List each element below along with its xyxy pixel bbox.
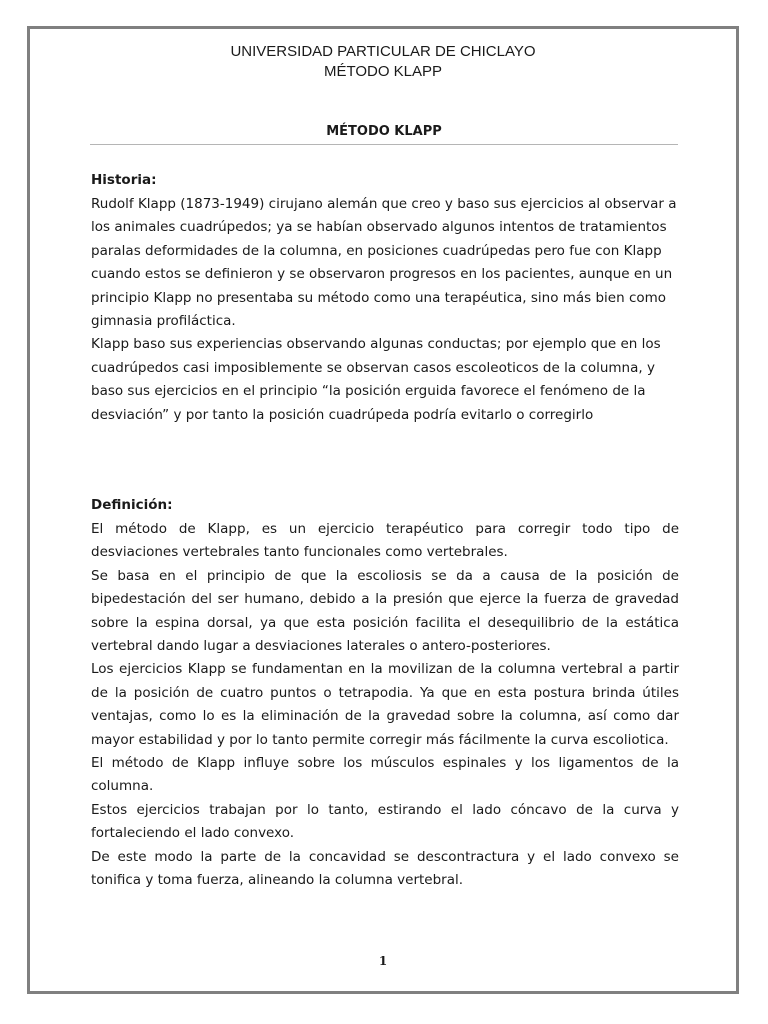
definicion-paragraph: Se basa en el principio de que la escoliosis se da a causa de la posición de bipedestación del ser humano, debido a la presión que ejerce la fuerza de gravedad sobre la espina dorsal, ya que esta posición facilita el desequilibrio de la estática vertebral dando lugar a desviaciones laterales o antero-posteriores. <box>91 567 679 655</box>
header-subtitle: MÉTODO KLAPP <box>323 63 443 80</box>
definicion-paragraph: Estos ejercicios trabajan por lo tanto, estirando el lado cóncavo de la curva y fortaleciendo el lado convexo. <box>91 801 679 842</box>
historia-paragraph: Klapp baso sus experiencias observando algunas conductas; por ejemplo que en los cuadrúpedos casi imposiblemente se observan casos escoleoticos de la columna, y baso sus ejercicios en el principio “la posición erguida favorece el fenómeno de la desviación” y por tanto la posición cuadrúpeda podría evitarlo o corregirlo <box>91 336 661 423</box>
section-heading-historia: Historia: <box>91 172 157 188</box>
page-number: 1 <box>378 954 388 968</box>
document-title: MÉTODO KLAPP <box>90 124 678 145</box>
definicion-paragraph: El método de Klapp, es un ejercicio terapéutico para corregir todo tipo de desviaciones vertebrales tanto funcionales como vertebrales. <box>91 521 679 561</box>
definicion-paragraph: Los ejercicios Klapp se fundamentan en la movilizan de la columna vertebral a partir de la posición de cuatro puntos o tetrapodia. Ya que en esta postura brinda útiles ventajas, como lo es la eliminación de la gravedad sobre la columna, así como dar mayor estabilidad y por lo tanto permite corregir más fácilmente la curva escoliotica. <box>91 661 679 748</box>
historia-body <box>91 193 679 427</box>
document-header <box>27 42 739 82</box>
definicion-body <box>91 518 679 893</box>
header-university: UNIVERSIDAD PARTICULAR DE CHICLAYO <box>230 43 536 60</box>
historia-paragraph: Rudolf Klapp (1873-1949) cirujano alemán que creo y baso sus ejercicios al observar a los animales cuadrúpedos; ya se habían observado algunos intentos de tratamientos paralas deformidades de la columna, en posiciones cuadrúpedas pero fue con Klapp cuando estos se definieron y se observaron progresos en los pacientes, aunque en un principio Klapp no presentaba su método como una terapéutica, sino más bien como gimnasia profiláctica. <box>91 196 677 330</box>
definicion-paragraph: El método de Klapp influye sobre los músculos espinales y los ligamentos de la columna. <box>91 755 679 795</box>
section-heading-definicion: Definición: <box>91 497 173 513</box>
definicion-paragraph: De este modo la parte de la concavidad se descontractura y el lado convexo se tonifica y toma fuerza, alineando la columna vertebral. <box>91 848 679 889</box>
